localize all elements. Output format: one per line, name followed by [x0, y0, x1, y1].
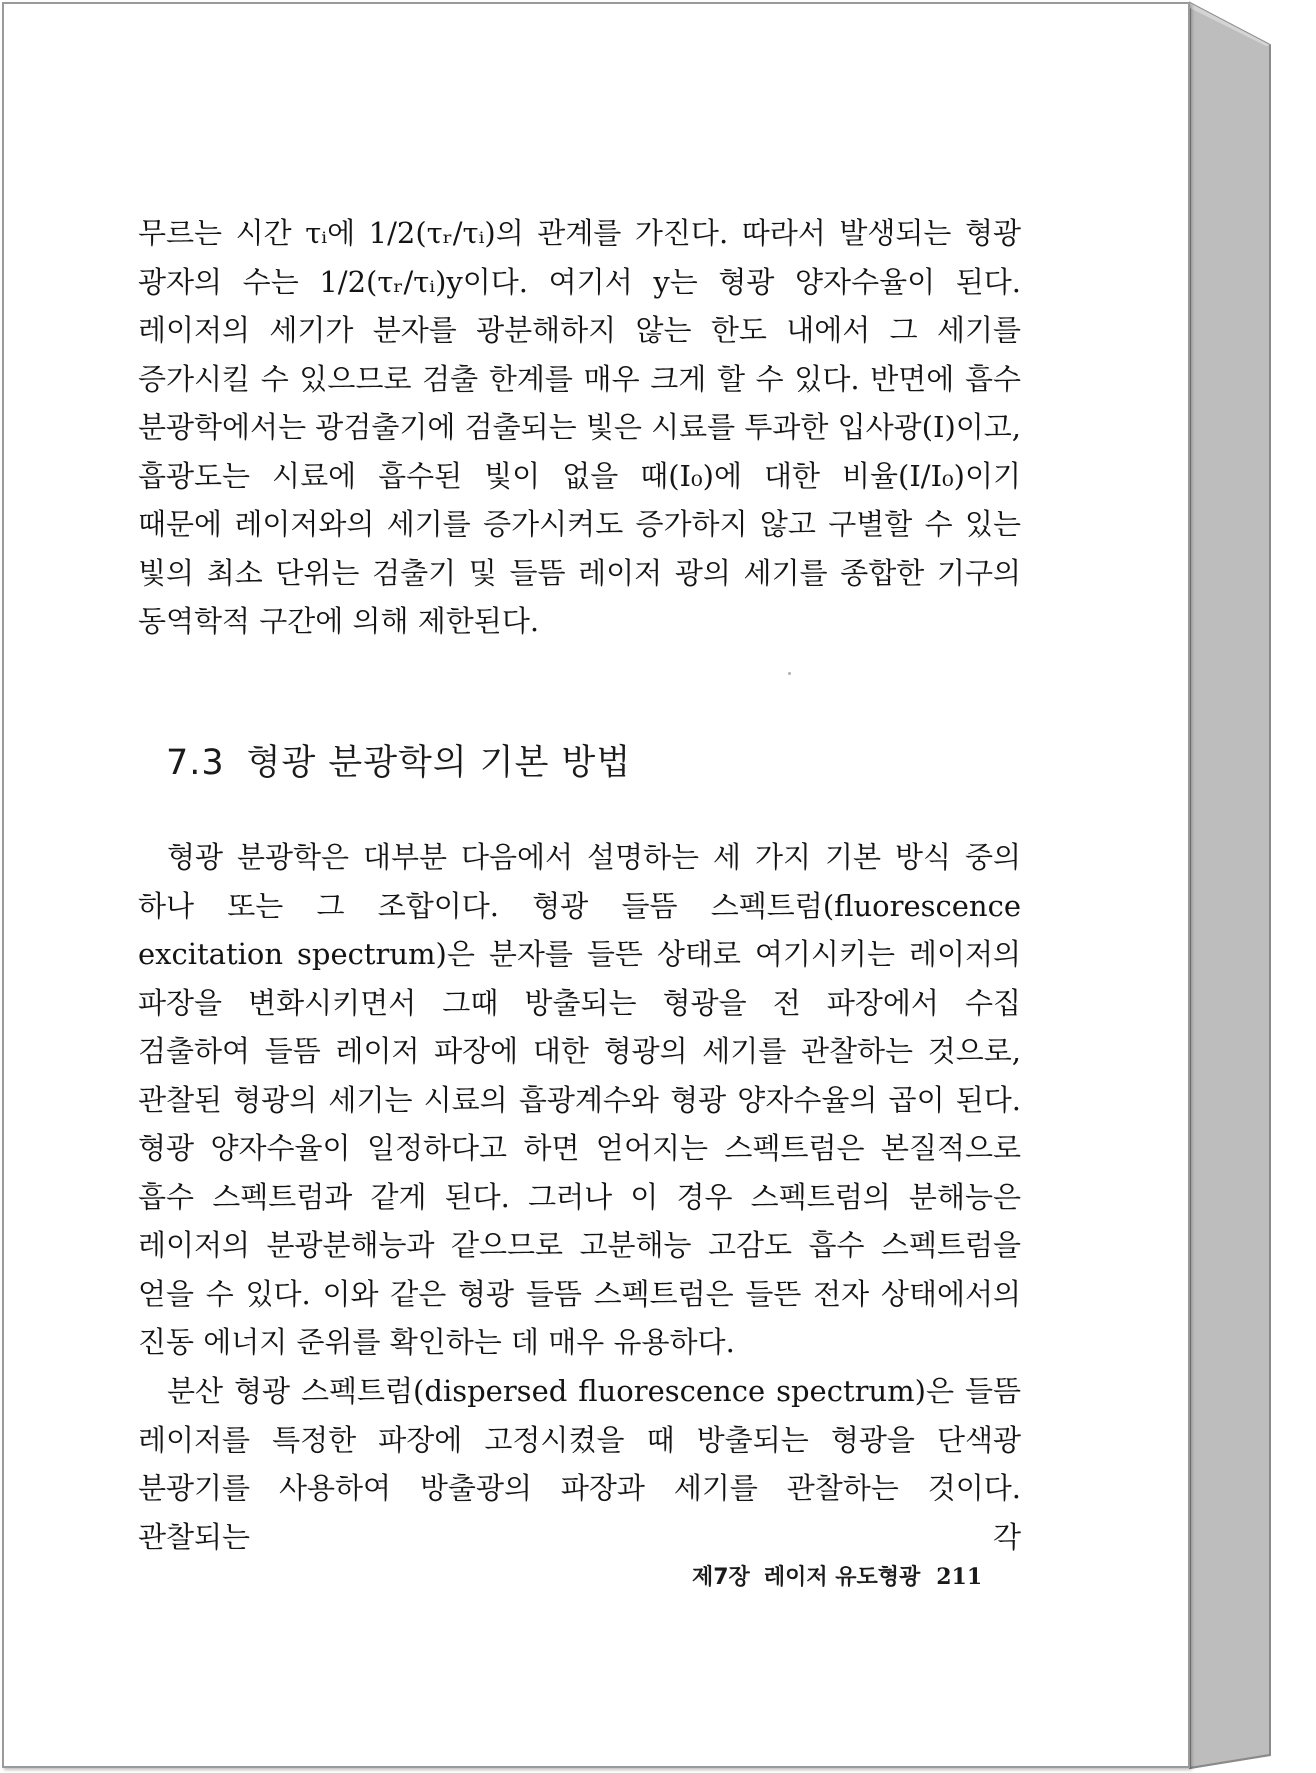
body-paragraph-1: 무르는 시간 τᵢ에 1/2(τᵣ/τᵢ)의 관계를 가진다. 따라서 발생되는 형광 광자의 수는 1/2(τᵣ/τᵢ)y이다. 여기서 y는 형광 양자수율이 된다. 레이저의 세기가 분자를 광분해하지 않는 한도 내에서 그 세기를 증가시킬 수 있으므로 검출 한계를 매우 크게 할 수 있다. 반면에 흡수 분광학에서는 광검출기에 검출되는 빛은 시료를 투과한 입사광(I)이고, 흡광도는 시료에 흡수된 빛이 없을 때(I₀)에 대한 비율(I/I₀)이기 때문에 레이저와의 세기를 증가시켜도 증가하지 않고 구별할 수 있는 빛의 최소 단위는 검출기 및 들뜸 레이저 광의 세기를 종합한 기구의 동역학적 구간에 의해 제한된다. — [138, 216, 1022, 638]
running-footer — [692, 1560, 982, 1591]
footer-chapter-title: 레이저 유도형광 — [763, 1565, 921, 1590]
page-number: 211 — [936, 1564, 983, 1590]
body-paragraph-3: 분산 형광 스펙트럼(dispersed fluorescence spectrum)은 들뜸 레이저를 특정한 파장에 고정시켰을 때 방출되는 형광을 단색광 분광기를 사용하여 방출광의 파장과 세기를 관찰하는 것이다. 관찰되는 각 — [138, 1374, 1021, 1554]
section-title-text: 형광 분광학의 기본 방법 — [246, 743, 632, 783]
book-page — [2, 2, 1190, 1768]
section-heading — [166, 735, 631, 785]
body-paragraph-2: 형광 분광학은 대부분 다음에서 설명하는 세 가지 기본 방식 중의 하나 또는 그 조합이다. 형광 들뜸 스펙트럼(fluorescence excitation spectrum)은 분자를 들뜬 상태로 여기시키는 레이저의 파장을 변화시키면서 그때 방출되는 형광을 전 파장에서 수집 검출하여 들뜸 레이저 파장에 대한 형광의 세기를 관찰하는 것으로, 관찰된 형광의 세기는 시료의 흡광계수와 형광 양자수율의 곱이 된다. 형광 양자수율이 일정하다고 하면 얻어지는 스펙트럼은 본질적으로 흡수 스펙트럼과 같게 된다. 그러나 이 경우 스펙트럼의 분해능은 레이저의 분광분해능과 같으므로 고분해능 고감도 흡수 스펙트럼을 얻을 수 있다. 이와 같은 형광 들뜸 스펙트럼은 들뜬 전자 상태에서의 진동 에너지 준위를 확인하는 데 매우 유용하다. — [138, 840, 1021, 1359]
scan-speck — [788, 672, 791, 675]
footer-chapter: 제7장 — [692, 1565, 750, 1590]
section-number: 7.3 — [166, 743, 225, 783]
